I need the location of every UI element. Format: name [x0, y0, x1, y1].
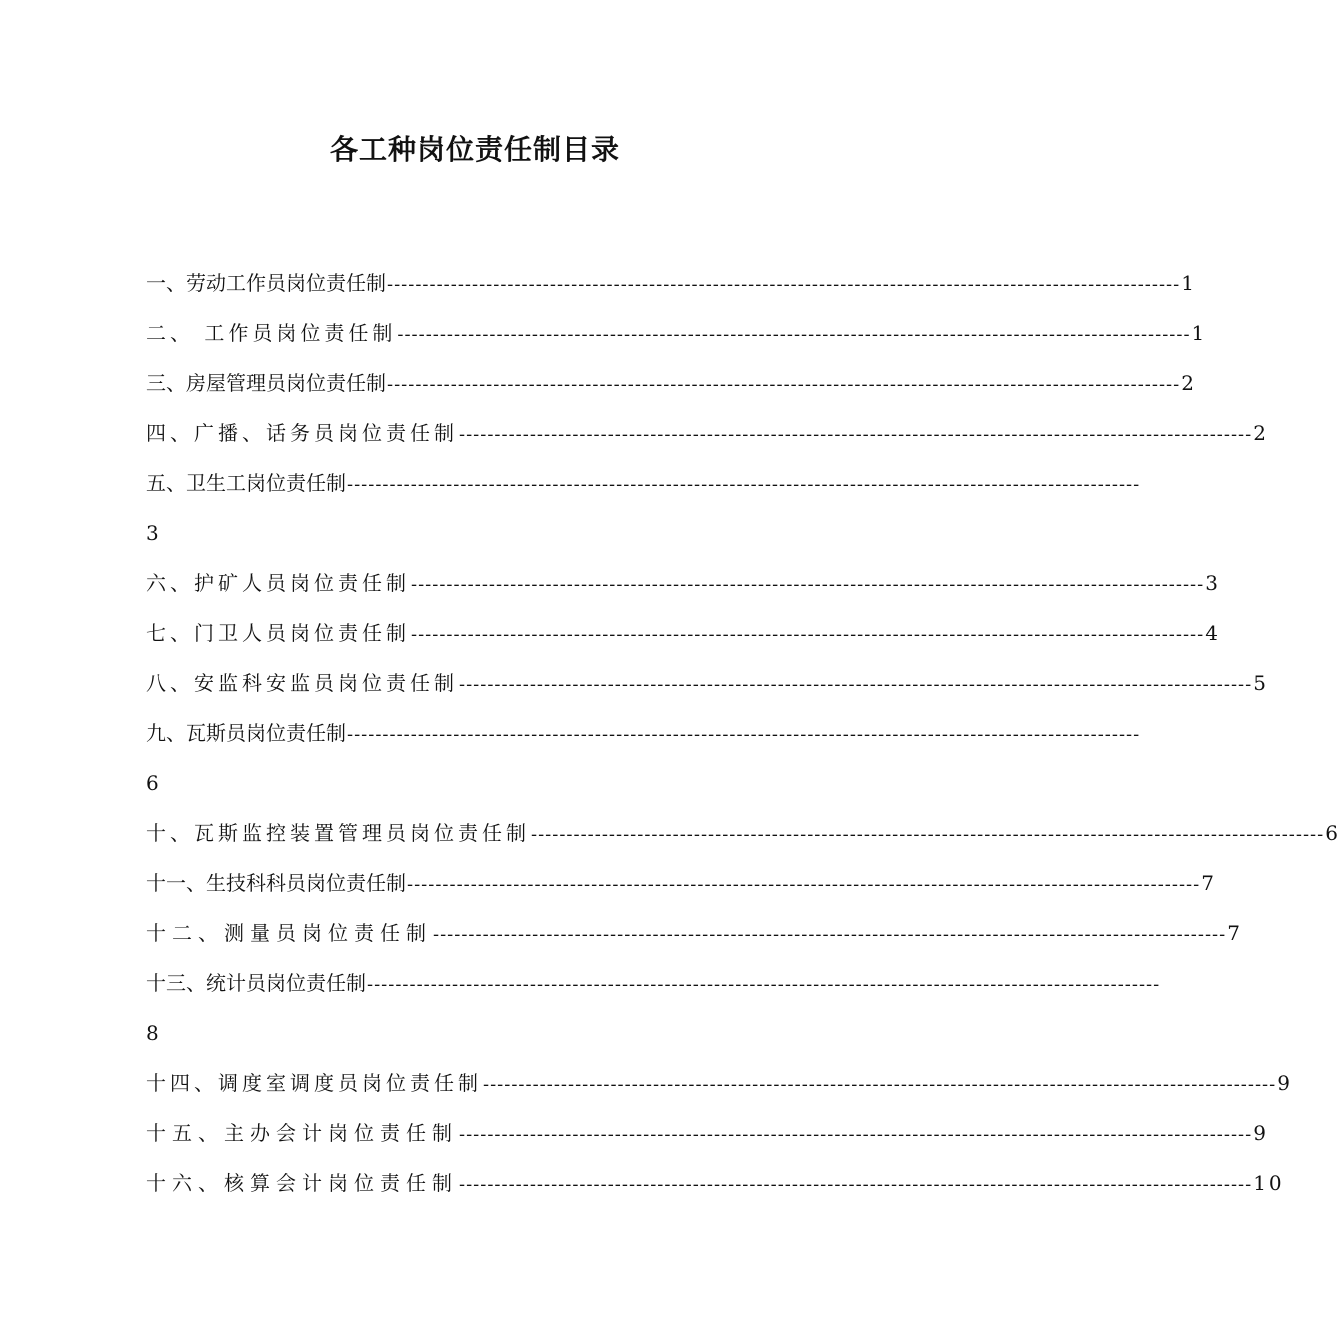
toc-page-number: 1	[1181, 271, 1194, 295]
toc-entry[interactable]	[146, 708, 1141, 758]
toc-entry-title: 十二、测量员岗位责任制	[146, 921, 432, 945]
toc-entry[interactable]	[146, 608, 1218, 658]
toc-page-number: 6	[1325, 821, 1338, 845]
toc-leader-dashes: ----------------------------------------------------------------------------------------------------------------	[347, 474, 1141, 495]
toc-leader-dashes: ----------------------------------------------------------------------------------------------------------------	[459, 1174, 1253, 1195]
toc-entry[interactable]	[146, 958, 1161, 1008]
toc-entry[interactable]	[146, 908, 1240, 958]
toc-entry-title: 五、卫生工岗位责任制	[146, 471, 346, 495]
toc-leader-dashes: ----------------------------------------------------------------------------------------------------------------	[459, 674, 1253, 695]
toc-entry-title: 十五、主办会计岗位责任制	[146, 1121, 458, 1145]
toc-entry[interactable]	[146, 1108, 1266, 1158]
toc-leader-dashes: ----------------------------------------------------------------------------------------------------------------	[387, 274, 1181, 295]
toc-page-number: 7	[1227, 921, 1240, 945]
toc-leader-dashes: ----------------------------------------------------------------------------------------------------------------	[407, 874, 1201, 895]
toc-entry[interactable]	[146, 308, 1205, 358]
toc-entry[interactable]	[146, 808, 1338, 858]
toc-entry-title: 四、广播、话务员岗位责任制	[146, 421, 458, 445]
toc-page-number: 9	[1277, 1071, 1290, 1095]
toc-page-number: 5	[1253, 671, 1266, 695]
toc-entry-title: 七、门卫人员岗位责任制	[146, 621, 410, 645]
toc-entry-title: 八、安监科安监员岗位责任制	[146, 671, 458, 695]
toc-leader-dashes: ----------------------------------------------------------------------------------------------------------------	[411, 624, 1205, 645]
toc-entry[interactable]	[146, 408, 1266, 458]
toc-entry-title: 六、护矿人员岗位责任制	[146, 571, 410, 595]
toc-entry[interactable]	[146, 358, 1194, 408]
toc-page-number: 2	[1181, 371, 1194, 395]
toc-page-number: 3	[1205, 571, 1218, 595]
toc-leader-dashes: ----------------------------------------------------------------------------------------------------------------	[411, 574, 1205, 595]
toc-entry[interactable]	[146, 658, 1266, 708]
toc-entry-title: 十四、调度室调度员岗位责任制	[146, 1071, 482, 1095]
toc-leader-dashes: ----------------------------------------------------------------------------------------------------------------	[347, 724, 1141, 745]
toc-page-number: 1	[1191, 321, 1205, 345]
toc-page-number: 2	[1253, 421, 1266, 445]
toc-page-number: 7	[1201, 871, 1214, 895]
toc-entry-title: 三、房屋管理员岗位责任制	[146, 371, 386, 395]
toc-leader-dashes: ----------------------------------------------------------------------------------------------------------------	[387, 374, 1181, 395]
toc-entry[interactable]	[146, 558, 1218, 608]
toc-entry[interactable]	[146, 258, 1194, 308]
toc-page-number: 6	[146, 771, 159, 795]
document-title: 各工种岗位责任制目录	[329, 133, 620, 166]
toc-page-number: 8	[146, 1021, 159, 1045]
toc-leader-dashes: ----------------------------------------------------------------------------------------------------------------	[433, 924, 1227, 945]
toc-leader-dashes: ----------------------------------------------------------------------------------------------------------------	[483, 1074, 1277, 1095]
toc-entry-title: 二、 工作员岗位责任制	[146, 321, 397, 345]
toc-leader-dashes: ----------------------------------------------------------------------------------------------------------------	[459, 424, 1253, 445]
toc-page-number: 9	[1253, 1121, 1266, 1145]
table-of-contents	[146, 258, 1338, 1208]
toc-leader-dashes: ----------------------------------------------------------------------------------------------------------------	[367, 974, 1161, 995]
toc-page-number: 3	[146, 521, 159, 545]
toc-page-number: 4	[1205, 621, 1218, 645]
toc-entry[interactable]	[146, 458, 1141, 508]
toc-leader-dashes: ----------------------------------------------------------------------------------------------------------------	[531, 824, 1325, 845]
toc-entry-title: 十、瓦斯监控装置管理员岗位责任制	[146, 821, 530, 845]
toc-entry[interactable]	[146, 1058, 1290, 1108]
toc-entry-title: 一、劳动工作员岗位责任制	[146, 271, 386, 295]
toc-entry-title: 十六、核算会计岗位责任制	[146, 1171, 458, 1195]
toc-leader-dashes: ----------------------------------------------------------------------------------------------------------------	[397, 324, 1191, 345]
toc-page-number: 10	[1253, 1171, 1285, 1195]
toc-entry-title: 十三、统计员岗位责任制	[146, 971, 366, 995]
toc-entry[interactable]	[146, 858, 1214, 908]
toc-entry-title: 十一、生技科科员岗位责任制	[146, 871, 406, 895]
toc-entry-title: 九、瓦斯员岗位责任制	[146, 721, 346, 745]
toc-entry[interactable]	[146, 1158, 1285, 1208]
toc-leader-dashes: ----------------------------------------------------------------------------------------------------------------	[459, 1124, 1253, 1145]
